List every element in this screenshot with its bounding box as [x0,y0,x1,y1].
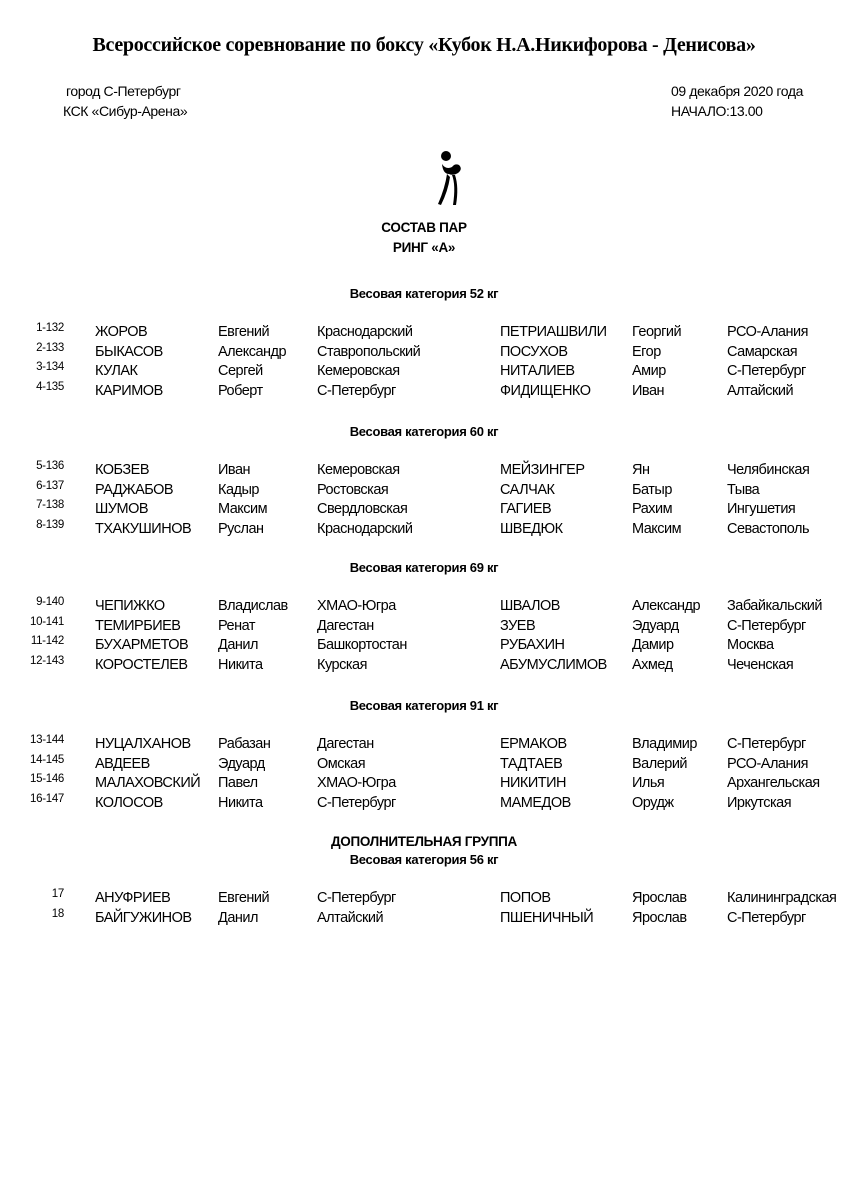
bout-row [0,341,848,364]
red-firstname: Никита [218,794,263,811]
blue-firstname: Ярослав [632,909,687,926]
bout-number: 16-147 [30,792,65,805]
blue-region: С-Петербург [727,909,806,926]
red-surname: БУХАРМЕТОВ [95,637,189,654]
bout-row [0,363,848,383]
red-region: Свердловская [317,501,408,518]
red-firstname: Данил [218,909,258,926]
red-surname: БАЙГУЖИНОВ [95,909,192,926]
bout-number: 1-132 [36,322,64,334]
bout-row [0,637,848,657]
venue: КСК «Сибур-Арена» [63,103,188,119]
red-firstname: Эдуард [218,755,265,772]
blue-region: Севастополь [727,520,810,537]
red-surname: МАЛАХОВСКИЙ [95,775,201,792]
bout-row [0,501,848,521]
blue-surname: ПОПОВ [500,890,551,906]
red-firstname: Рабазан [218,736,271,752]
blue-region: Москва [727,637,774,654]
blue-surname: ПОСУХОВ [500,343,568,360]
blue-region: С-Петербург [727,736,806,752]
bout-number: 3-134 [36,361,64,374]
red-firstname: Никита [218,656,263,673]
red-surname: ТЕМИРБИЕВ [95,617,181,634]
blue-region: Челябинская [727,462,810,478]
red-surname: КОБЗЕВ [95,462,150,478]
red-region: ХМАО-Югра [317,598,396,614]
city: город С-Петербург [66,83,181,99]
red-firstname: Кадыр [218,481,259,498]
red-region: Башкортостан [317,637,407,654]
red-region: С-Петербург [317,382,396,399]
red-region: ХМАО-Югра [317,775,396,792]
bout-number: 2-133 [36,341,64,354]
blue-surname: ФИДИЩЕНКО [500,382,591,399]
red-region: С-Петербург [317,890,396,906]
red-firstname: Данил [218,637,258,654]
bout-row [0,907,848,930]
blue-firstname: Александр [632,598,701,614]
blue-firstname: Ахмед [632,656,673,673]
blue-firstname: Батыр [632,481,672,498]
red-surname: ШУМОВ [95,501,149,518]
extra-group-heading: ДОПОЛНИТЕЛЬНАЯ ГРУППА [330,834,518,849]
red-firstname: Роберт [218,382,263,399]
blue-surname: МЕЙЗИНГЕР [500,462,585,478]
red-region: Кемеровская [317,363,400,380]
red-firstname: Максим [218,501,268,518]
blue-region: Ингушетия [727,501,796,518]
category-heading: Весовая категория 56 кг [349,852,499,867]
blue-surname: НИКИТИН [500,775,567,792]
blue-surname: ЗУЕВ [500,617,536,634]
blue-firstname: Егор [632,343,661,360]
red-region: С-Петербург [317,794,396,811]
blue-firstname: Ярослав [632,890,687,906]
red-firstname: Павел [218,775,258,792]
category-heading: Весовая категория 52 кг [349,286,499,301]
bout-number: 8-139 [36,518,64,531]
red-surname: КОРОСТЕЛЕВ [95,656,188,673]
red-firstname: Сергей [218,363,263,380]
red-surname: АВДЕЕВ [95,755,150,772]
bout-row [0,792,848,815]
blue-surname: ЕРМАКОВ [500,736,567,752]
red-firstname: Владислав [218,598,288,614]
blue-firstname: Рахим [632,501,673,518]
bout-row [0,479,848,502]
blue-region: Чеченская [727,656,794,673]
bout-row [0,615,848,638]
bout-row [0,598,848,618]
red-surname: РАДЖАБОВ [95,481,174,498]
blue-surname: САЛЧАК [500,481,555,498]
bout-number: 6-137 [36,479,64,492]
red-region: Курская [317,656,367,673]
red-surname: КОЛОСОВ [95,794,163,811]
red-region: Ставропольский [317,343,421,360]
blue-firstname: Владимир [632,736,697,752]
blue-region: Тыва [727,481,760,498]
bout-number: 5-136 [36,460,64,472]
category-heading: Весовая категория 91 кг [349,698,499,713]
blue-surname: ШВЕДЮК [500,520,563,537]
red-surname: БЫКАСОВ [95,343,163,360]
bout-number: 9-140 [36,596,64,608]
blue-surname: ГАГИЕВ [500,501,552,518]
blue-surname: ТАДТАЕВ [500,755,563,772]
blue-region: РСО-Алания [727,324,808,340]
blue-region: С-Петербург [727,363,806,380]
red-firstname: Ренат [218,617,255,634]
category-heading: Весовая категория 60 кг [349,424,499,439]
red-region: Дагестан [317,736,374,752]
blue-firstname: Валерий [632,755,688,772]
red-region: Алтайский [317,909,384,926]
blue-region: Забайкальский [727,598,822,614]
bout-number: 14-145 [30,753,65,766]
bout-number: 17 [51,888,64,900]
red-region: Дагестан [317,617,374,634]
bout-row [0,890,848,910]
blue-firstname: Георгий [632,324,682,340]
blue-surname: АБУМУСЛИМОВ [500,656,607,673]
red-surname: ЖОРОВ [95,324,148,340]
blue-region: РСО-Алания [727,755,808,772]
location-block [63,81,188,121]
blue-region: Самарская [727,343,798,360]
red-region: Омская [317,755,366,772]
red-firstname: Евгений [218,890,270,906]
bout-number: 11-142 [30,635,64,648]
blue-region: Калининградская [727,890,837,906]
document-title: Всероссийское соревнование по боксу «Кубок Н.А.Никифорова - Денисова» [92,34,756,56]
heading: СОСТАВ ПАР [381,220,467,235]
boxer-icon [425,150,475,210]
blue-region: С-Петербург [727,617,806,634]
bout-row [0,753,848,776]
blue-firstname: Максим [632,520,682,537]
bout-row [0,462,848,482]
red-surname: НУЦАЛХАНОВ [95,736,191,752]
bout-number: 10-141 [30,615,65,628]
date-block [671,81,803,121]
bout-row [0,518,848,541]
red-firstname: Руслан [218,520,264,537]
bout-row [0,324,848,344]
red-firstname: Евгений [218,324,270,340]
blue-firstname: Орудж [632,794,674,811]
red-region: Краснодарский [317,324,413,340]
blue-surname: НИТАЛИЕВ [500,363,575,380]
bout-number: 12-143 [30,654,65,667]
ring-label: РИНГ «А» [392,240,456,255]
red-surname: ЧЕПИЖКО [95,598,165,614]
date: 09 декабря 2020 года [671,83,804,99]
red-region: Ростовская [317,481,389,498]
bout-number: 7-138 [36,499,64,512]
start-time: НАЧАЛО:13.00 [671,103,763,119]
red-surname: АНУФРИЕВ [95,890,171,906]
bout-row [0,736,848,756]
blue-region: Иркутская [727,794,792,811]
red-surname: ТХАКУШИНОВ [95,520,192,537]
blue-firstname: Дамир [632,637,674,654]
blue-surname: РУБАХИН [500,637,565,654]
red-firstname: Александр [218,343,287,360]
blue-region: Архангельская [727,775,820,792]
blue-surname: ПЕТРИАШВИЛИ [500,324,607,340]
bout-row [0,654,848,677]
red-firstname: Иван [218,462,251,478]
red-surname: КУЛАК [95,363,138,380]
blue-firstname: Ян [632,462,650,478]
blue-surname: ПШЕНИЧНЫЙ [500,909,594,926]
bout-number: 4-135 [36,380,64,393]
blue-firstname: Иван [632,382,665,399]
blue-surname: ШВАЛОВ [500,598,560,614]
bout-number: 15-146 [30,773,65,786]
blue-firstname: Илья [632,775,665,792]
blue-firstname: Амир [632,363,666,380]
category-heading: Весовая категория 69 кг [349,560,499,575]
bout-row [0,380,848,403]
red-surname: КАРИМОВ [95,382,163,399]
blue-region: Алтайский [727,382,794,399]
red-region: Кемеровская [317,462,400,478]
bout-number: 18 [51,907,64,920]
red-region: Краснодарский [317,520,413,537]
blue-surname: МАМЕДОВ [500,794,571,811]
blue-firstname: Эдуард [632,617,679,634]
bout-row [0,775,848,795]
bout-number: 13-144 [30,734,65,746]
